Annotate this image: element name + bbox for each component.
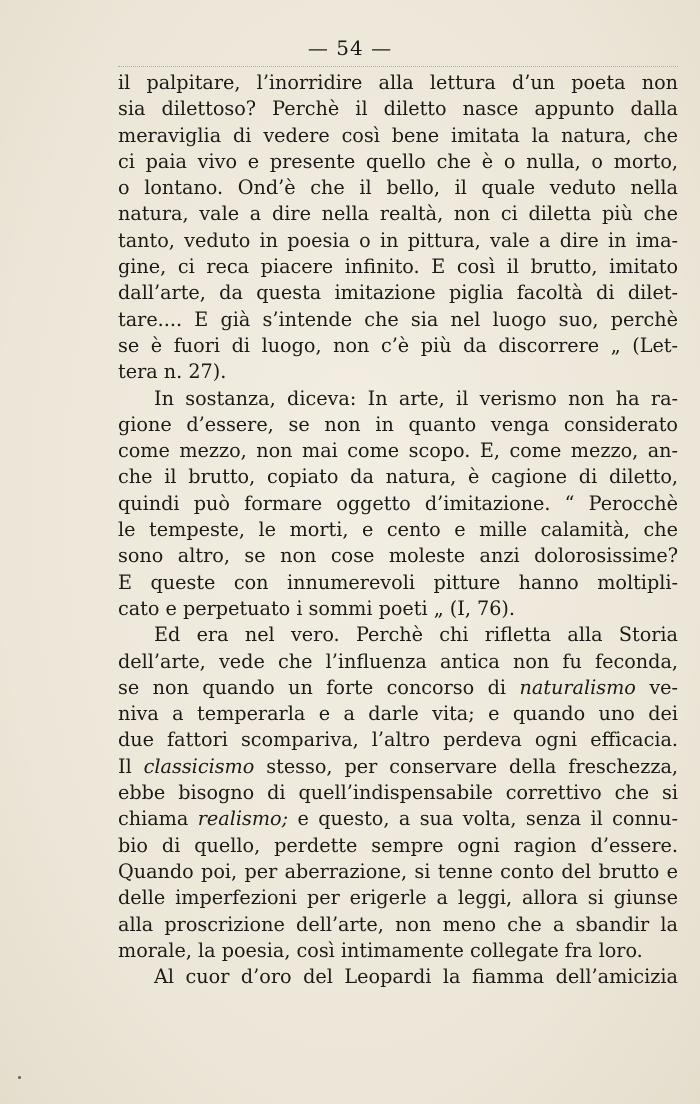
text-line: il palpitare, l’inorridire alla lettura d’un poeta non (118, 71, 678, 94)
text-line: le tempeste, le morti, e cento e mille calamità, che (118, 518, 678, 542)
text-line: che il brutto, copiato da natura, è cagione di diletto, (118, 465, 678, 489)
text-line: Quando poi, per aberrazione, si tenne conto del brutto e (118, 859, 678, 883)
text-segment: stesso, per conservare della freschezza, (254, 754, 678, 778)
text-line: sono altro, se non cose moleste anzi dolorosissime? (118, 544, 678, 568)
text-line: alla proscrizione dell’arte, non meno che a sbandir la (118, 912, 678, 936)
italic-term: classicismo (143, 754, 255, 778)
text-line: Al cuor d’oro del Leopardi la fiamma dell’amicizia (154, 965, 678, 989)
text-line: E queste con innumerevoli pitture hanno moltipli- (118, 570, 678, 594)
text-segment: Il (118, 754, 144, 778)
text-line (118, 806, 678, 832)
text-line: sia dilettoso? Perchè il diletto nasce appunto dalla (118, 97, 678, 121)
header-rule (118, 66, 678, 67)
text-line: cato e perpetuato i sommi poeti „ (I, 76). (118, 596, 516, 620)
text-line (118, 754, 678, 780)
text-line: tare.... E già s’intende che sia nel luogo suo, perchè (118, 307, 678, 331)
text-line: meraviglia di vedere così bene imitata la natura, che (118, 123, 678, 147)
text-line: niva a temperarla e a darle vita; e quando uno dei (118, 702, 678, 726)
page-number: — 54 — (307, 36, 393, 60)
text-line: ci paia vivo e presente quello che è o nulla, o morto, (118, 149, 678, 173)
text-line: delle imperfezioni per erigerle a leggi, allora si giunse (118, 886, 678, 910)
text-line: Ed era nel vero. Perchè chi rifletta alla Storia (154, 623, 678, 647)
text-line: In sostanza, diceva: In arte, il verismo non ha ra- (154, 386, 678, 410)
text-line: se è fuori di luogo, non c’è più da discorrere „ (Let- (118, 333, 678, 357)
paper-speck (18, 1076, 21, 1079)
text-line: tera n. 27). (118, 360, 227, 384)
text-segment: ve- (635, 675, 678, 699)
text-line: gione d’essere, se non in quanto venga considerato (118, 412, 678, 436)
text-line: gine, ci reca piacere infinito. E così il brutto, imitato (118, 255, 678, 279)
text-line: bio di quello, perdette sempre ogni ragion d’essere. (118, 833, 678, 857)
body-text (118, 70, 678, 990)
text-line: tanto, veduto in poesia o in pittura, vale a dire in ima- (118, 228, 678, 252)
text-line: morale, la poesia, così intimamente collegate fra loro. (118, 938, 643, 962)
italic-term: realismo; (197, 807, 289, 831)
text-segment: se non quando un forte concorso di (118, 675, 520, 699)
text-segment: e questo, a sua volta, senza il connu- (288, 807, 678, 831)
text-line (118, 675, 678, 701)
text-segment: chiama (118, 807, 198, 831)
text-line: dall’arte, da questa imitazione piglia facoltà di dilet- (118, 281, 678, 305)
italic-term: naturalismo (519, 675, 636, 699)
text-line: come mezzo, non mai come scopo. E, come mezzo, an- (118, 439, 678, 463)
text-line: due fattori scompariva, l’altro perdeva ogni efficacia. (118, 728, 678, 752)
text-line: natura, vale a dire nella realtà, non ci diletta più che (118, 202, 678, 226)
text-line: dell’arte, vede che l’influenza antica non fu feconda, (118, 649, 678, 673)
text-line: ebbe bisogno di quell’indispensabile correttivo che si (118, 781, 678, 805)
text-line: o lontano. Ond’è che il bello, il quale veduto nella (118, 176, 678, 200)
text-line: quindi può formare oggetto d’imitazione. “ Perocchè (118, 491, 678, 515)
